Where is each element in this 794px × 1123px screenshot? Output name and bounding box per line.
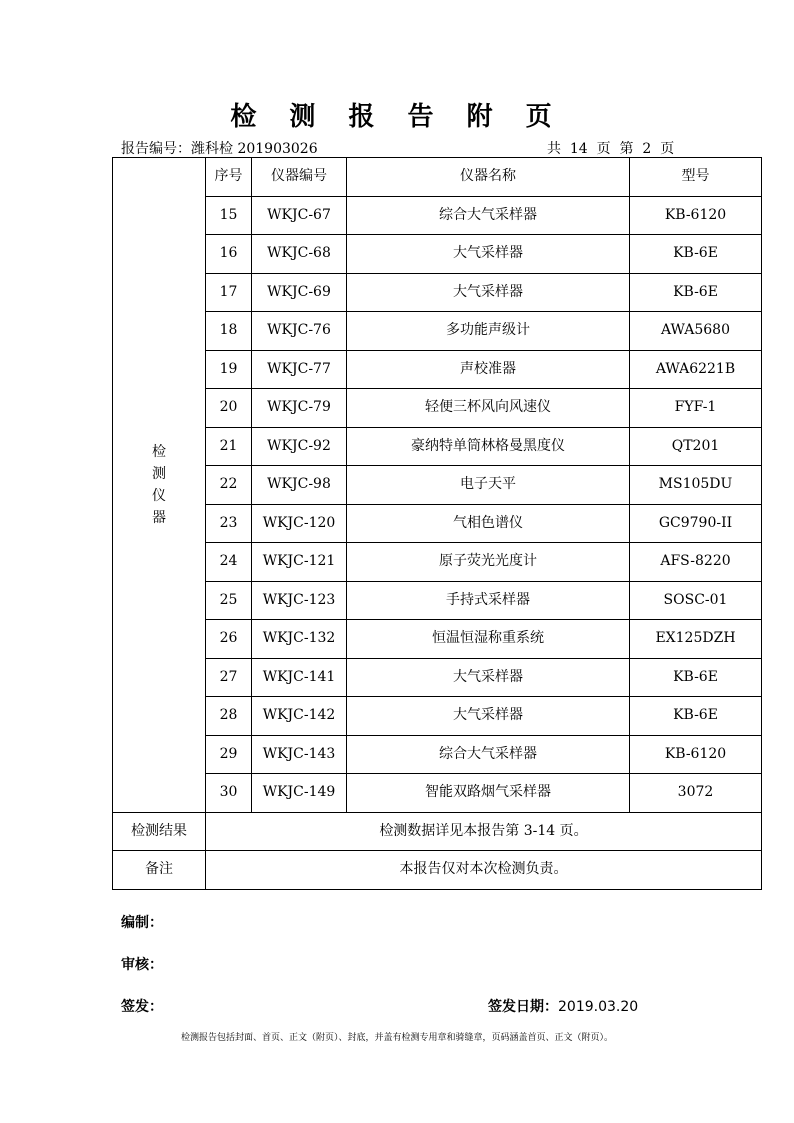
cell-seq: 22 [206,466,252,505]
remark-label: 备注 [113,851,206,890]
cell-model: KB-6120 [630,735,762,774]
cell-instrument-no: WKJC-67 [252,196,347,235]
cell-instrument-no: WKJC-142 [252,697,347,736]
table-row [113,697,762,736]
cell-instrument-name: 声校准器 [347,350,630,389]
cell-instrument-no: WKJC-79 [252,389,347,428]
cell-model: AFS-8220 [630,543,762,582]
table-row [113,504,762,543]
header-model: 型号 [630,158,762,197]
cell-model: KB-6120 [630,196,762,235]
table-row [113,466,762,505]
cell-instrument-no: WKJC-77 [252,350,347,389]
cell-model: AWA5680 [630,312,762,351]
table-row [113,427,762,466]
cell-instrument-name: 恒温恒湿称重系统 [347,620,630,659]
compile-label: 编制： [121,915,163,931]
header-instrument-no: 仪器编号 [252,158,347,197]
page-title: 检 测 报 告 附 页 [230,102,564,132]
report-number: 报告编号：潍科检 201903026 [121,141,318,157]
cell-model: KB-6E [630,273,762,312]
cell-instrument-no: WKJC-123 [252,581,347,620]
cell-seq: 20 [206,389,252,428]
cell-model: EX125DZH [630,620,762,659]
cell-instrument-no: WKJC-132 [252,620,347,659]
cell-instrument-name: 轻便三杯风向风速仪 [347,389,630,428]
cell-instrument-no: WKJC-98 [252,466,347,505]
cell-model: KB-6E [630,697,762,736]
cell-seq: 26 [206,620,252,659]
header-seq: 序号 [206,158,252,197]
cell-instrument-name: 气相色谱仪 [347,504,630,543]
table-row [113,196,762,235]
cell-seq: 29 [206,735,252,774]
header-instrument-name: 仪器名称 [347,158,630,197]
table-row [113,389,762,428]
cell-model: FYF-1 [630,389,762,428]
cell-instrument-no: WKJC-121 [252,543,347,582]
cell-seq: 24 [206,543,252,582]
cell-instrument-name: 豪纳特单筒林格曼黑度仪 [347,427,630,466]
issue-label: 签发： [121,999,163,1015]
table-row [113,273,762,312]
remark-text: 本报告仅对本次检测负责。 [206,851,762,890]
cell-instrument-no: WKJC-143 [252,735,347,774]
result-row [113,812,762,851]
cell-instrument-no: WKJC-149 [252,774,347,813]
cell-seq: 25 [206,581,252,620]
section-label-text: 检测仪器 [152,443,166,526]
table-row [113,543,762,582]
cell-instrument-name: 智能双路烟气采样器 [347,774,630,813]
cell-seq: 17 [206,273,252,312]
cell-instrument-no: WKJC-69 [252,273,347,312]
cell-seq: 16 [206,235,252,274]
cell-instrument-name: 多功能声级计 [347,312,630,351]
cell-instrument-name: 大气采样器 [347,235,630,274]
table-row [113,581,762,620]
cell-instrument-no: WKJC-92 [252,427,347,466]
table-row [113,312,762,351]
cell-model: KB-6E [630,235,762,274]
cell-seq: 15 [206,196,252,235]
cell-instrument-name: 原子荧光光度计 [347,543,630,582]
section-label-instruments [113,158,206,813]
table-row [113,735,762,774]
cell-seq: 21 [206,427,252,466]
remark-row [113,851,762,890]
cell-seq: 23 [206,504,252,543]
cell-instrument-no: WKJC-68 [252,235,347,274]
cell-instrument-name: 电子天平 [347,466,630,505]
cell-model: KB-6E [630,658,762,697]
cell-instrument-no: WKJC-120 [252,504,347,543]
cell-seq: 27 [206,658,252,697]
cell-instrument-name: 综合大气采样器 [347,196,630,235]
issue-date: 签发日期：2019.03.20 [488,999,639,1015]
cell-seq: 19 [206,350,252,389]
cell-seq: 18 [206,312,252,351]
cell-model: AWA6221B [630,350,762,389]
table-header-row [113,158,762,197]
cell-model: 3072 [630,774,762,813]
cell-instrument-name: 大气采样器 [347,273,630,312]
table-row [113,774,762,813]
page-info: 共 14 页 第 2 页 [547,141,675,157]
cell-seq: 28 [206,697,252,736]
table-row [113,620,762,659]
footnote: 检测报告包括封面、首页、正文（附页）、封底，并盖有检测专用章和骑缝章，页码涵盖首页、正文（附页）。 [180,1033,613,1043]
table-row [113,350,762,389]
cell-instrument-no: WKJC-141 [252,658,347,697]
cell-model: QT201 [630,427,762,466]
cell-instrument-no: WKJC-76 [252,312,347,351]
cell-instrument-name: 综合大气采样器 [347,735,630,774]
cell-model: GC9790-II [630,504,762,543]
review-label: 审核： [121,957,163,973]
cell-model: SOSC-01 [630,581,762,620]
cell-model: MS105DU [630,466,762,505]
instrument-table [112,157,762,890]
cell-seq: 30 [206,774,252,813]
table-row [113,658,762,697]
table-row [113,235,762,274]
result-text: 检测数据详见本报告第 3-14 页。 [206,812,762,851]
result-label: 检测结果 [113,812,206,851]
cell-instrument-name: 手持式采样器 [347,581,630,620]
cell-instrument-name: 大气采样器 [347,697,630,736]
cell-instrument-name: 大气采样器 [347,658,630,697]
